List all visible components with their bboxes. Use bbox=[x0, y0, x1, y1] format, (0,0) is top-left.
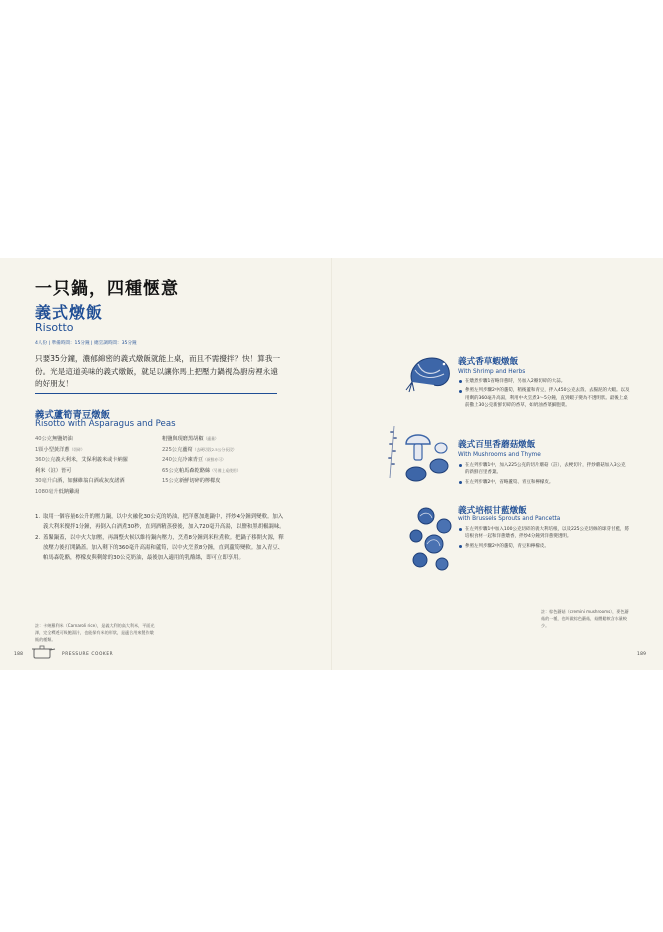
ingredient-item: 白酒，如蘇維翁白酒或灰皮諾酒 bbox=[51, 478, 125, 485]
ingredient-row bbox=[35, 487, 128, 498]
page-number-left: 188 bbox=[14, 652, 24, 657]
ingredient-note: （切碎） bbox=[69, 446, 85, 452]
variation-3-bullets bbox=[458, 526, 630, 552]
mushroom-thyme-illustration bbox=[384, 418, 458, 484]
ingredient-row bbox=[162, 455, 241, 466]
ingredient-qty: 225公克 bbox=[162, 446, 183, 453]
page-gutter bbox=[331, 258, 332, 670]
ingredient-row bbox=[162, 476, 241, 487]
footnote-left: 註：卡納羅利米（Carnaroli rice），是義大利的高大利米，平面光澤，完全釋透可吸飽湯汁，也能保有米的形狀，是適合用來製作燉飯的種類。 bbox=[35, 623, 155, 642]
ingredient-qty: 1080毫升 bbox=[35, 488, 59, 495]
list-item: 在左列步驟1中，加入225公克的切片蘑菇（註），去梗切片，拌炒蘑菇加入3公克的新鮮百里香葉。 bbox=[458, 462, 630, 477]
ingredient-item: 利米（註）皆可 bbox=[35, 467, 72, 474]
ingredient-item: 帕馬森乾酪絲 bbox=[178, 467, 211, 474]
chapter-kicker: 一只鍋，四種愜意 bbox=[35, 279, 179, 299]
ingredients-left bbox=[35, 434, 128, 498]
step-text: 蓋緊鍋蓋，以中火大加壓，再調整火候以維持鍋內壓力，烹煮8分鐘到米粒煮軟。把鍋子移開火源，釋放壓力後打開鍋蓋。加入剩下的360毫升高湯和蘆筍，以中火烹煮8分鐘，直到蘆筍變軟。加入青豆、帕馬森乾酪，檸檬皮與剩餘的30公克奶油，最後加入適用的乳酪絲，即可立即享用。 bbox=[43, 534, 284, 562]
ingredient-row bbox=[35, 455, 128, 466]
footnote-right: 註：棕色蘑菇（cremini mushrooms），麥色蘑菇的一種，也叫做棕色蘑菇，菇體鬆軟含水量較少。 bbox=[541, 609, 629, 628]
step-number: 1. bbox=[35, 514, 41, 520]
ingredient-note: （新鮮亦可） bbox=[203, 457, 226, 463]
method-step bbox=[35, 533, 285, 564]
brussels-sprouts-illustration bbox=[404, 504, 458, 572]
shrimp-illustration bbox=[404, 352, 456, 394]
variation-2-bullets bbox=[458, 462, 630, 488]
ingredient-note: （適量） bbox=[203, 436, 219, 441]
variation-3-title-zh: 義式培根甘藍燉飯 bbox=[458, 506, 527, 516]
ingredient-qty: 240公克 bbox=[162, 457, 183, 464]
ingredient-row bbox=[35, 466, 128, 477]
variation-1-title-en: With Shrimp and Herbs bbox=[458, 369, 526, 375]
ingredient-qty: 30毫升 bbox=[35, 478, 52, 485]
method-steps bbox=[35, 512, 285, 563]
variation-title-en: Risotto with Asparagus and Peas bbox=[35, 419, 176, 429]
ingredient-row bbox=[162, 466, 241, 477]
ingredient-item: 蘆筍 bbox=[182, 446, 193, 453]
method-step bbox=[35, 512, 285, 533]
variation-title-zh: 義式蘆筍青豆燉飯 bbox=[35, 410, 111, 421]
ingredient-qty: 65公克 bbox=[162, 467, 179, 474]
pressure-cooker-icon bbox=[30, 644, 56, 660]
variation-3-title-en: with Brussels Sprouts and Pancetta bbox=[458, 516, 561, 522]
ingredient-qty: 360公克 bbox=[35, 457, 56, 464]
ingredient-row bbox=[35, 445, 128, 456]
book-spread bbox=[0, 258, 663, 670]
ingredient-note: （另備上桌使用） bbox=[210, 467, 241, 473]
ingredients-right bbox=[162, 434, 241, 487]
list-item: 在燉煮步驟1省略洋蔥時，另加入2瓣切碎的大蒜。 bbox=[458, 378, 630, 385]
ingredient-item: 粗鹽與現磨黑胡椒 bbox=[162, 436, 204, 442]
list-item: 參照左列步驟2中的蘆筍，青豆和檸檬皮。 bbox=[458, 543, 630, 550]
page-number-right: 189 bbox=[637, 652, 647, 657]
ingredient-note: （去硬切段2.5公分長段） bbox=[192, 446, 237, 452]
ingredient-qty: 15公克 bbox=[162, 478, 179, 485]
ingredient-item: 義大利米，艾保利義米或卡納羅 bbox=[55, 457, 128, 464]
ingredient-qty: 1顆 bbox=[35, 446, 44, 453]
ingredient-item: 冷凍青豆 bbox=[182, 457, 204, 464]
running-head: PRESSURE COOKER bbox=[62, 652, 114, 657]
ingredient-item: 新鮮切碎的檸檬皮 bbox=[178, 478, 221, 485]
ingredient-qty: 40公克 bbox=[35, 436, 52, 442]
step-number: 2. bbox=[35, 534, 41, 541]
ingredient-row bbox=[162, 434, 241, 445]
recipe-intro: 只要35分鐘，濃郁綿密的義式燉飯就能上桌，而且不需攪拌？快！算我一份。光是這道美味的義式燉飯，就足以讓你馬上把壓力鍋視為廚房裡永遠的好朋友！ bbox=[35, 354, 281, 388]
list-item: 在左列步驟2中，省略蘆筍、青豆和檸檬皮。 bbox=[458, 479, 630, 486]
ingredient-row bbox=[35, 476, 128, 487]
step-text: 取用一個容量6公升的壓力鍋，以中火融化30公克的奶油，把洋蔥加進鍋中，拌炒4分鐘到變軟。加入義大利米攪拌1分鐘，再倒入白酒煮30秒，直到酒精蒸發後，加入720毫升高湯，以鹽和黑胡椒調味。 bbox=[43, 514, 285, 531]
recipe-meta: 4人份 | 準備時間：15分鐘 | 總烹調時間：35分鐘 bbox=[35, 341, 137, 346]
recipe-title-zh: 義式燉飯 bbox=[35, 303, 104, 322]
divider-rule bbox=[35, 393, 277, 394]
ingredient-item: 小型黃洋蔥 bbox=[43, 446, 70, 453]
ingredient-item: 低鈉雞湯 bbox=[58, 488, 80, 495]
ingredient-item: 無鹽奶油 bbox=[51, 436, 73, 442]
list-item: 參照左列步驟2中的蘆筍，稍後蓋和青豆，拌入450公克去殼、去腸泥的大蝦。以及用剩的360毫升高湯，利用中火烹煮3～5分鐘，直到蝦子變為不透明狀。最後上桌前撒上30公克新鮮切碎的香草，如奶油香菜細胞菜。 bbox=[458, 387, 630, 409]
variation-2-title-zh: 義式百里香蘑菇燉飯 bbox=[458, 440, 536, 450]
ingredient-row bbox=[162, 445, 241, 456]
variation-1-title-zh: 義式香草蝦燉飯 bbox=[458, 357, 519, 367]
list-item: 在左列步驟1中加入100公克切碎的義大利培根，以及225公克切絲的球芽甘藍，將培根食材一起和洋蔥燉香，拌炒4分鐘到洋蔥變透明。 bbox=[458, 526, 630, 541]
variation-2-title-en: With Mushrooms and Thyme bbox=[458, 452, 541, 458]
ingredient-row bbox=[35, 434, 128, 445]
variation-1-bullets bbox=[458, 378, 630, 411]
recipe-title-en: Risotto bbox=[35, 321, 74, 334]
